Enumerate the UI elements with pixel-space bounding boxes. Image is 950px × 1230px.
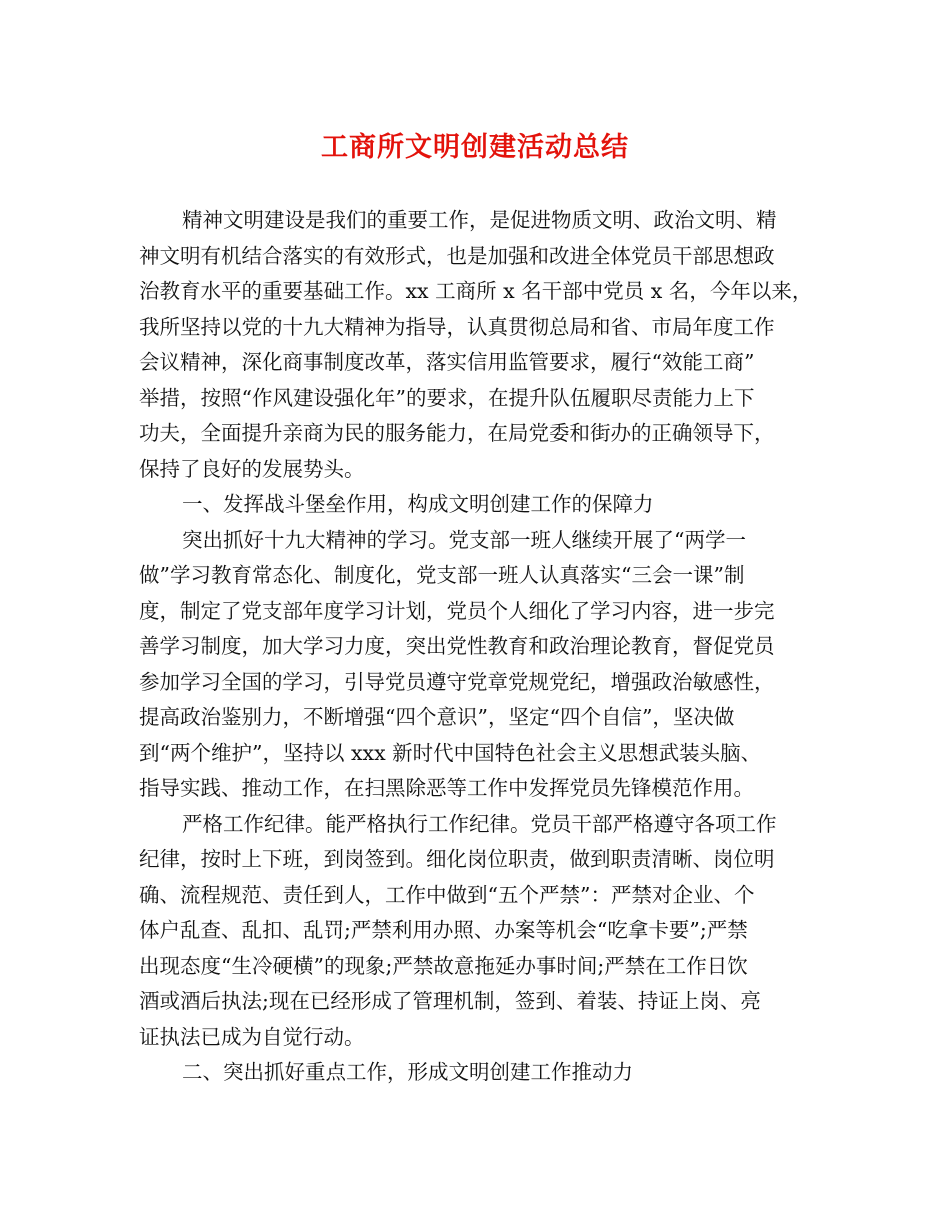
document-body bbox=[139, 203, 815, 1091]
text-line: 保持了良好的发展势头。 bbox=[139, 456, 365, 481]
text-line: 善学习制度，加大学习力度，突出党性教育和政治理论教育，督促党员 bbox=[139, 634, 775, 658]
text-line: 我所坚持以党的十九大精神为指导，认真贯彻总局和省、市局年度工作 bbox=[139, 314, 775, 339]
paragraph-study bbox=[139, 523, 815, 807]
text-line: 精神文明建设是我们的重要工作，是促进物质文明、政治文明、精 bbox=[182, 208, 777, 232]
text-line: 度，制定了党支部年度学习计划，党员个人细化了学习内容，进一步完 bbox=[139, 598, 775, 623]
text-line: 一、发挥战斗堡垒作用，构成文明创建工作的保障力 bbox=[182, 492, 654, 516]
text-line: 会议精神，深化商事制度改革，落实信用监管要求，履行“效能工商” bbox=[139, 350, 755, 374]
section-heading-1 bbox=[139, 487, 815, 523]
text-line: 二、突出抓好重点工作，形成文明创建工作推动力 bbox=[182, 1060, 633, 1084]
text-line: 举措，按照“作风建设强化年”的要求，在提升队伍履职尽责能力上下 bbox=[139, 385, 755, 410]
paragraph-discipline bbox=[139, 807, 815, 1056]
document-title: 工商所文明创建活动总结 bbox=[321, 132, 629, 163]
text-line: 提高政治鉴别力，不断增强“四个意识”，坚定“四个自信”，坚决做 bbox=[139, 705, 735, 729]
text-line: 体户乱查、乱扣、乱罚;严禁利用办照、办案等机会“吃拿卡要”;严禁 bbox=[139, 918, 748, 942]
text-line: 确、流程规范、责任到人，工作中做到“五个严禁”：严禁对企业、个 bbox=[139, 882, 755, 907]
text-line: 做”学习教育常态化、制度化，党支部一班人认真落实“三会一课”制 bbox=[139, 563, 745, 587]
section-heading-2 bbox=[139, 1055, 815, 1091]
text-line: 治教育水平的重要基础工作。xx 工商所 x 名干部中党员 x 名，今年以来， bbox=[139, 279, 813, 303]
paragraph-intro bbox=[139, 203, 815, 487]
text-line: 严格工作纪律。能严格执行工作纪律。党员干部严格遵守各项工作 bbox=[182, 811, 777, 836]
text-line: 指导实践、推动工作，在扫黑除恶等工作中发挥党员先锋模范作用。 bbox=[139, 776, 754, 800]
text-line: 到“两个维护”，坚持以 xxx 新时代中国特色社会主义思想武装头脑、 bbox=[139, 740, 762, 765]
text-line: 功夫，全面提升亲商为民的服务能力，在局党委和街办的正确领导下， bbox=[139, 421, 775, 445]
text-line: 证执法已成为自觉行动。 bbox=[139, 1024, 365, 1049]
text-line: 纪律，按时上下班，到岗签到。细化岗位职责，做到职责清晰、岗位明 bbox=[139, 847, 775, 871]
text-line: 参加学习全国的学习，引导党员遵守党章党规党纪，增强政治敏感性， bbox=[139, 669, 775, 694]
text-line: 酒或酒后执法;现在已经形成了管理机制，签到、着装、持证上岗、亮 bbox=[139, 989, 761, 1013]
text-line: 神文明有机结合落实的有效形式，也是加强和改进全体党员干部思想政 bbox=[139, 243, 775, 268]
text-line: 出现态度“生冷硬横”的现象;严禁故意拖延办事时间;严禁在工作日饮 bbox=[139, 953, 748, 978]
text-line: 突出抓好十九大精神的学习。党支部一班人继续开展了“两学一 bbox=[182, 527, 746, 552]
